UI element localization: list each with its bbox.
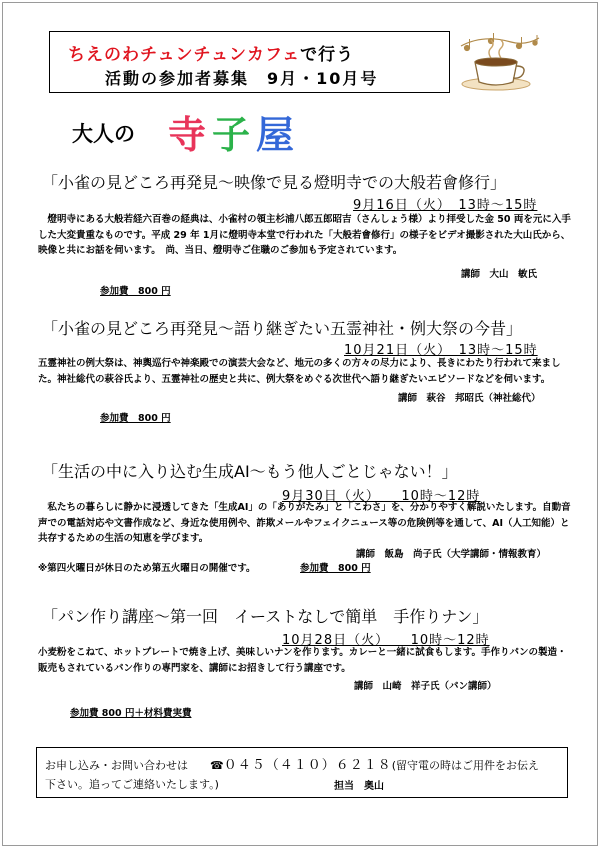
event-1-fee: 参加費 800 円 — [100, 286, 171, 297]
event-3-fee: 参加費 800 円 — [300, 563, 371, 574]
event-2-fee: 参加費 800 円 — [100, 413, 171, 424]
event-3-date: 9月30日（火） 10時～12時 — [282, 489, 481, 504]
event-4-date: 10月28日（火） 10時～12時 — [282, 633, 490, 648]
event-3-lecturer: 講師 飯島 尚子氏（大学講師・情報教育） — [356, 549, 547, 560]
contact-manager: 担当 奥山 — [334, 781, 384, 792]
header-box — [49, 31, 450, 93]
terakoya-char-2: 子 — [212, 113, 257, 157]
music-notes-icon — [461, 33, 539, 51]
header-title-rest: で行う — [300, 45, 355, 65]
event-4-lecturer: 講師 山崎 祥子氏（パン講師） — [354, 681, 497, 692]
event-1-date: 9月16日（火） 13時～15時 — [353, 198, 538, 213]
event-2-title: 「小雀の見どころ再発見～語り継ぎたい五霊神社・例大祭の今昔」 — [42, 319, 523, 338]
terakoya-char-1: 寺 — [168, 113, 213, 157]
contact-prefix: お申し込み・お問い合わせは ☎ — [45, 759, 224, 772]
contact-phone-number: ０４５（４１０）６２１８ — [223, 758, 392, 773]
terakoya-char-3: 屋 — [256, 113, 301, 157]
header-subtitle: 活動の参加者募集 9月・10月号 — [105, 69, 379, 88]
coffee-cup-icon — [453, 32, 543, 94]
event-3-description: 私たちの暮らしに静かに浸透してきた「生成AI」の「ありがたみ」と「こわさ」を、分かりやすく解説いたします。自動音声での電話対応や文書作成など、身近な使用例や、詐欺メールやフェイクニュース等の危険例等を通して、AI（人工知能）と共存するための生活の知恵を学びます。 — [38, 502, 571, 544]
event-2-lecturer: 講師 萩谷 邦昭氏（神社総代） — [398, 393, 541, 404]
event-3-note: ※第四火曜日が休日のため第五火曜日の開催です。 — [38, 563, 256, 574]
contact-line-1 — [45, 754, 539, 773]
event-1-lecturer: 講師 大山 敏氏 — [461, 269, 538, 280]
event-1-description: 燈明寺にある大般若経六百巻の経典は、小雀村の領主杉浦八郎五郎昭吉（さんしょう様）より拝受した金 50 両を元に入手した大変貴重なものです。平成 29 年 1月に燈明寺本堂で行われた「大般若會修行」の様子をビデオ撮影された大山氏から、映像と共にお話を伺います。 尚、当日、燈明寺ご住職のご参加も予定されています。 — [38, 214, 571, 256]
contact-box — [36, 747, 568, 798]
contact-note-start: (留守電の時はご用件をお伝え — [391, 759, 540, 772]
contact-line-2: 下さい。追ってご連絡いたします。) — [45, 778, 219, 791]
event-4-fee: 参加費 800 円＋材料費実費 — [70, 708, 192, 719]
header-title — [68, 40, 354, 65]
heading-otona: 大人の — [72, 122, 135, 146]
event-4-title: 「パン作り講座～第一回 イーストなしで簡単 手作りナン」 — [42, 607, 489, 626]
event-3-title: 「生活の中に入り込む生成AI～もう他人ごとじゃない！」 — [42, 462, 458, 481]
event-2-date: 10月21日（火） 13時～15時 — [344, 343, 538, 358]
heading-terakoya — [168, 104, 300, 159]
event-4-description: 小麦粉をこねて、ホットプレートで焼き上げ、美味しいナンを作ります。カレーと一緒に試食もします。手作りパンの製造・販売もされているパン作りの専門家を、講師にお招きして行う講座です。 — [38, 647, 567, 674]
header-title-cafe: ちえのわチュンチュンカフェ — [68, 45, 301, 65]
event-1-title: 「小雀の見どころ再発見～映像で見る燈明寺での大般若會修行」 — [42, 173, 507, 192]
event-2-description: 五霊神社の例大祭は、神輿巡行や神楽殿での演芸大会など、地元の多くの方々の尽力により、長きにわたり行われて来ました。神社総代の萩谷氏より、五霊神社の歴史と共に、例大祭をめぐる次世代へ語り継ぎたいエピソードなどを伺います。 — [38, 358, 561, 385]
